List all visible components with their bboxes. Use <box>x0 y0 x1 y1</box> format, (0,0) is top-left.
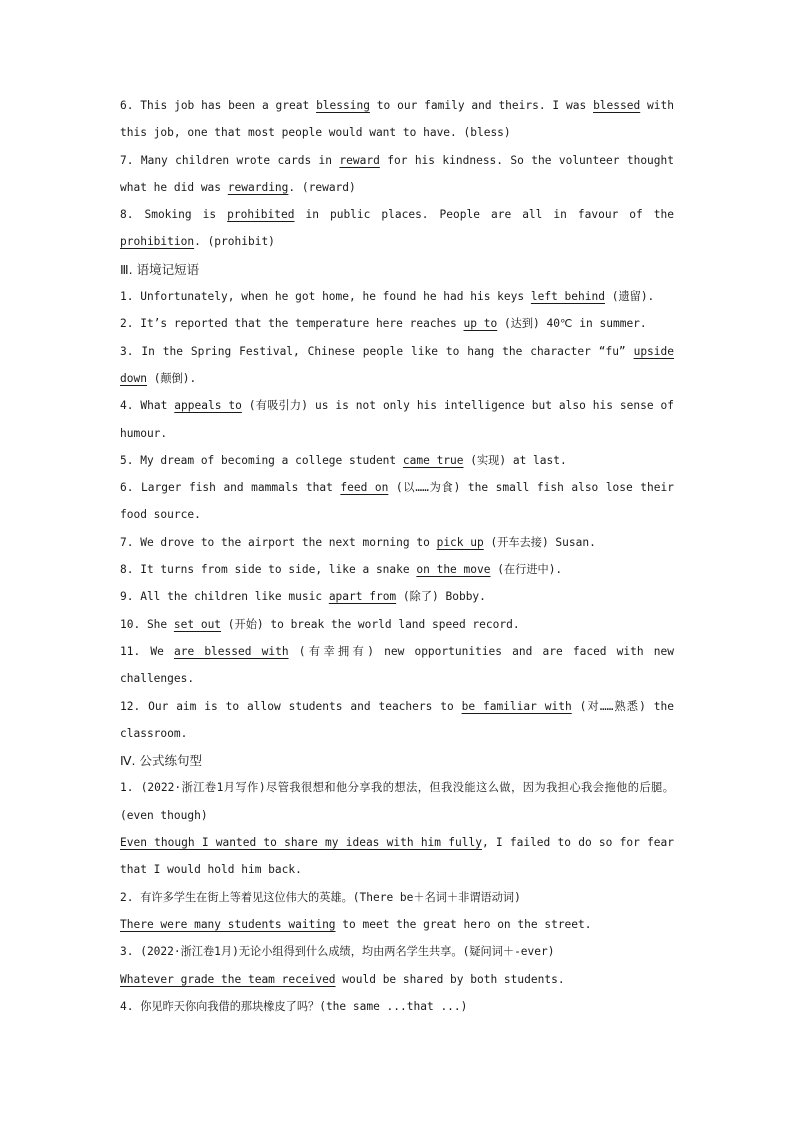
exercise-line <box>120 774 674 829</box>
exercise-line <box>120 693 674 748</box>
exercise-line <box>120 338 674 393</box>
exercise-line <box>120 829 674 884</box>
exercise-line <box>120 884 674 911</box>
exercise-line <box>120 938 674 965</box>
text-run: (遗留). <box>604 290 655 304</box>
text-run: 4. 你见昨天你向我借的那块橡皮了吗？(the same ...that ...) <box>120 999 468 1013</box>
answer-blank: up to <box>463 317 498 331</box>
exercise-line <box>120 310 674 337</box>
text-run: (开始) to break the world land speed record. <box>221 617 520 631</box>
answer-blank: feed on <box>340 481 389 495</box>
text-run: (对……熟悉) the classroom. <box>120 699 674 740</box>
text-run: (以……为食) the small fish also lose their food source. <box>120 481 674 522</box>
text-run: 5. My dream of becoming a college student <box>120 453 403 467</box>
exercise-line <box>120 911 674 938</box>
answer-blank: blessing <box>316 99 370 112</box>
exercise-line <box>120 556 674 583</box>
text-run: (在行进中). <box>490 563 563 577</box>
text-run: . (reward) <box>288 180 356 194</box>
text-run: (实现) at last. <box>463 453 567 467</box>
text-run: (有幸拥有) new opportunities and are faced with new challenges. <box>120 644 674 686</box>
text-run: (开车去接) Susan. <box>483 535 596 549</box>
document-page <box>120 92 674 1020</box>
exercise-line <box>120 611 674 638</box>
answer-blank: came true <box>402 453 464 467</box>
answer-blank: rewarding <box>227 180 289 194</box>
text-run: 2. 有许多学生在街上等着见这位伟大的英雄。(There be＋名词＋非谓语动词) <box>120 890 521 904</box>
text-run: Ⅲ. 语境记短语 <box>120 261 200 277</box>
text-run: for his kindness. So the volunteer thought what he did was <box>120 153 674 194</box>
text-run: (颠倒). <box>146 371 197 385</box>
exercise-line <box>120 447 674 474</box>
text-run: 8. Smoking is <box>120 208 228 222</box>
exercise-line <box>120 529 674 556</box>
text-run: 10. She <box>120 617 174 631</box>
text-run: 2. It’s reported that the temperature here reaches <box>120 317 464 331</box>
answer-blank: blessed <box>593 99 641 112</box>
answer-blank: apart from <box>328 590 397 604</box>
answer-blank: appeals to <box>174 399 242 413</box>
answer-blank: There were many students waiting <box>120 917 336 931</box>
answer-blank: on the move <box>416 563 491 577</box>
exercise-line <box>120 966 674 993</box>
exercise-line <box>120 392 674 447</box>
answer-blank: Even though I wanted to share my ideas with him fully <box>120 836 482 850</box>
text-run: 4. What <box>120 399 175 413</box>
text-run: 1. (2022·浙江卷1月写作)尽管我很想和他分享我的想法，但我没能这么做，因为我担心我会拖他的后腿。(even though) <box>120 781 674 822</box>
answer-blank: pick up <box>436 535 484 549</box>
text-run: 11. We <box>120 644 174 658</box>
exercise-line <box>120 583 674 610</box>
answer-blank: set out <box>173 617 222 631</box>
text-run: , I failed to do so for fear that I would hold him back. <box>120 836 674 877</box>
text-run: (有吸引力) us is not only his intelligence but also his sense of humour. <box>120 399 674 440</box>
text-run: . (prohibit) <box>194 235 275 249</box>
text-run: in public places. People are all in favour of the <box>294 208 674 222</box>
exercise-line <box>120 638 674 693</box>
section-heading <box>120 747 674 774</box>
answer-blank: Whatever grade the team received <box>120 972 336 986</box>
exercise-line <box>120 993 674 1020</box>
text-run: to our family and theirs. I was <box>369 99 594 112</box>
text-run: 3. (2022·浙江卷1月)无论小组得到什么成绩，均由两名学生共享。(疑问词＋-ever) <box>120 945 555 959</box>
exercise-line <box>120 92 674 147</box>
answer-blank: are blessed with <box>173 644 289 658</box>
exercise-line <box>120 474 674 529</box>
text-run: Ⅳ. 公式练句型 <box>120 753 202 769</box>
answer-blank: upside down <box>120 344 674 385</box>
text-run: 7. We drove to the airport the next morning to <box>120 535 437 549</box>
section-heading <box>120 256 674 283</box>
text-run: would be shared by both students. <box>335 972 565 986</box>
text-run: 3. In the Spring Festival, Chinese people like to hang the character “fu” <box>120 344 634 358</box>
text-run: 6. Larger fish and mammals that <box>120 481 341 495</box>
exercise-line <box>120 201 674 256</box>
text-run: (除了) Bobby. <box>396 590 486 604</box>
text-run: 6. This job has been a great <box>120 99 317 112</box>
answer-blank: reward <box>339 153 380 167</box>
answer-blank: prohibition <box>120 235 195 249</box>
text-run: (达到) 40℃ in summer. <box>497 317 647 331</box>
exercise-line <box>120 283 674 310</box>
text-run: 12. Our aim is to allow students and teachers to <box>120 699 462 713</box>
text-run: 9. All the children like music <box>120 590 329 604</box>
text-run: 7. Many children wrote cards in <box>120 153 340 167</box>
text-run: with this job, one that most people would want to have. (bless) <box>120 99 674 140</box>
answer-blank: be familiar with <box>461 699 572 713</box>
answer-blank: prohibited <box>227 208 295 222</box>
exercise-line <box>120 147 674 202</box>
text-run: 8. It turns from side to side, like a snake <box>120 563 417 577</box>
text-run: to meet the great hero on the street. <box>335 917 592 931</box>
text-run: 1. Unfortunately, when he got home, he found he had his keys <box>120 290 531 304</box>
answer-blank: left behind <box>530 290 605 304</box>
